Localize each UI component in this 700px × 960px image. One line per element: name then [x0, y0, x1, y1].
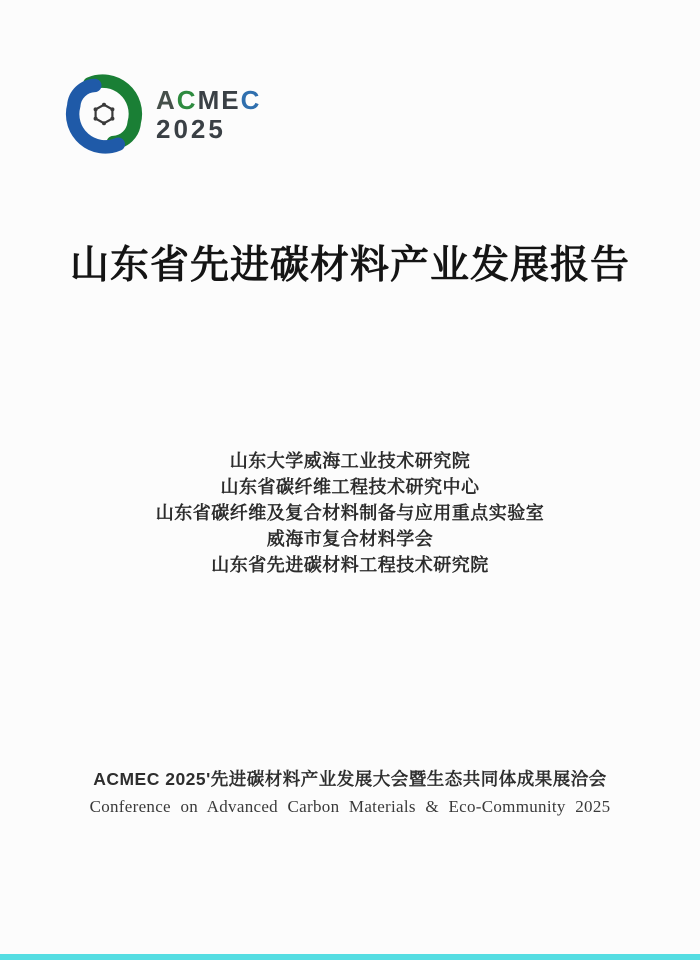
logo-letter: C: [240, 84, 262, 115]
acmec-logo: [62, 72, 261, 156]
organization-item: 山东省先进碳材料工程技术研究院: [211, 555, 489, 575]
organization-item: 山东省碳纤维及复合材料制备与应用重点实验室: [155, 503, 545, 523]
conference-footer: [0, 766, 700, 817]
logo-letter: E: [221, 84, 241, 115]
conference-title-zh: ACMEC 2025'先进碳材料产业发展大会暨生态共同体成果展洽会: [93, 769, 607, 789]
molecule-hexagon-icon: [94, 103, 115, 126]
carbon-swirl-icon: [62, 72, 146, 156]
logo-year: 2025: [156, 113, 226, 144]
report-title: 山东省先进碳材料产业发展报告: [69, 244, 630, 287]
logo-letter: A: [156, 84, 177, 115]
logo-wordmark: [156, 84, 262, 144]
organization-item: 威海市复合材料学会: [266, 529, 434, 549]
bottom-accent-bar: [0, 954, 700, 960]
logo-acronym: [156, 84, 262, 115]
conference-title-en: Conference on Advanced Carbon Materials & Eco-Community 2025: [89, 797, 611, 816]
logo-letter: M: [197, 84, 222, 115]
organization-item: 山东大学威海工业技术研究院: [229, 451, 471, 471]
logo-letter: C: [176, 84, 198, 115]
organization-list: [0, 448, 700, 578]
organization-item: 山东省碳纤维工程技术研究中心: [220, 477, 480, 497]
